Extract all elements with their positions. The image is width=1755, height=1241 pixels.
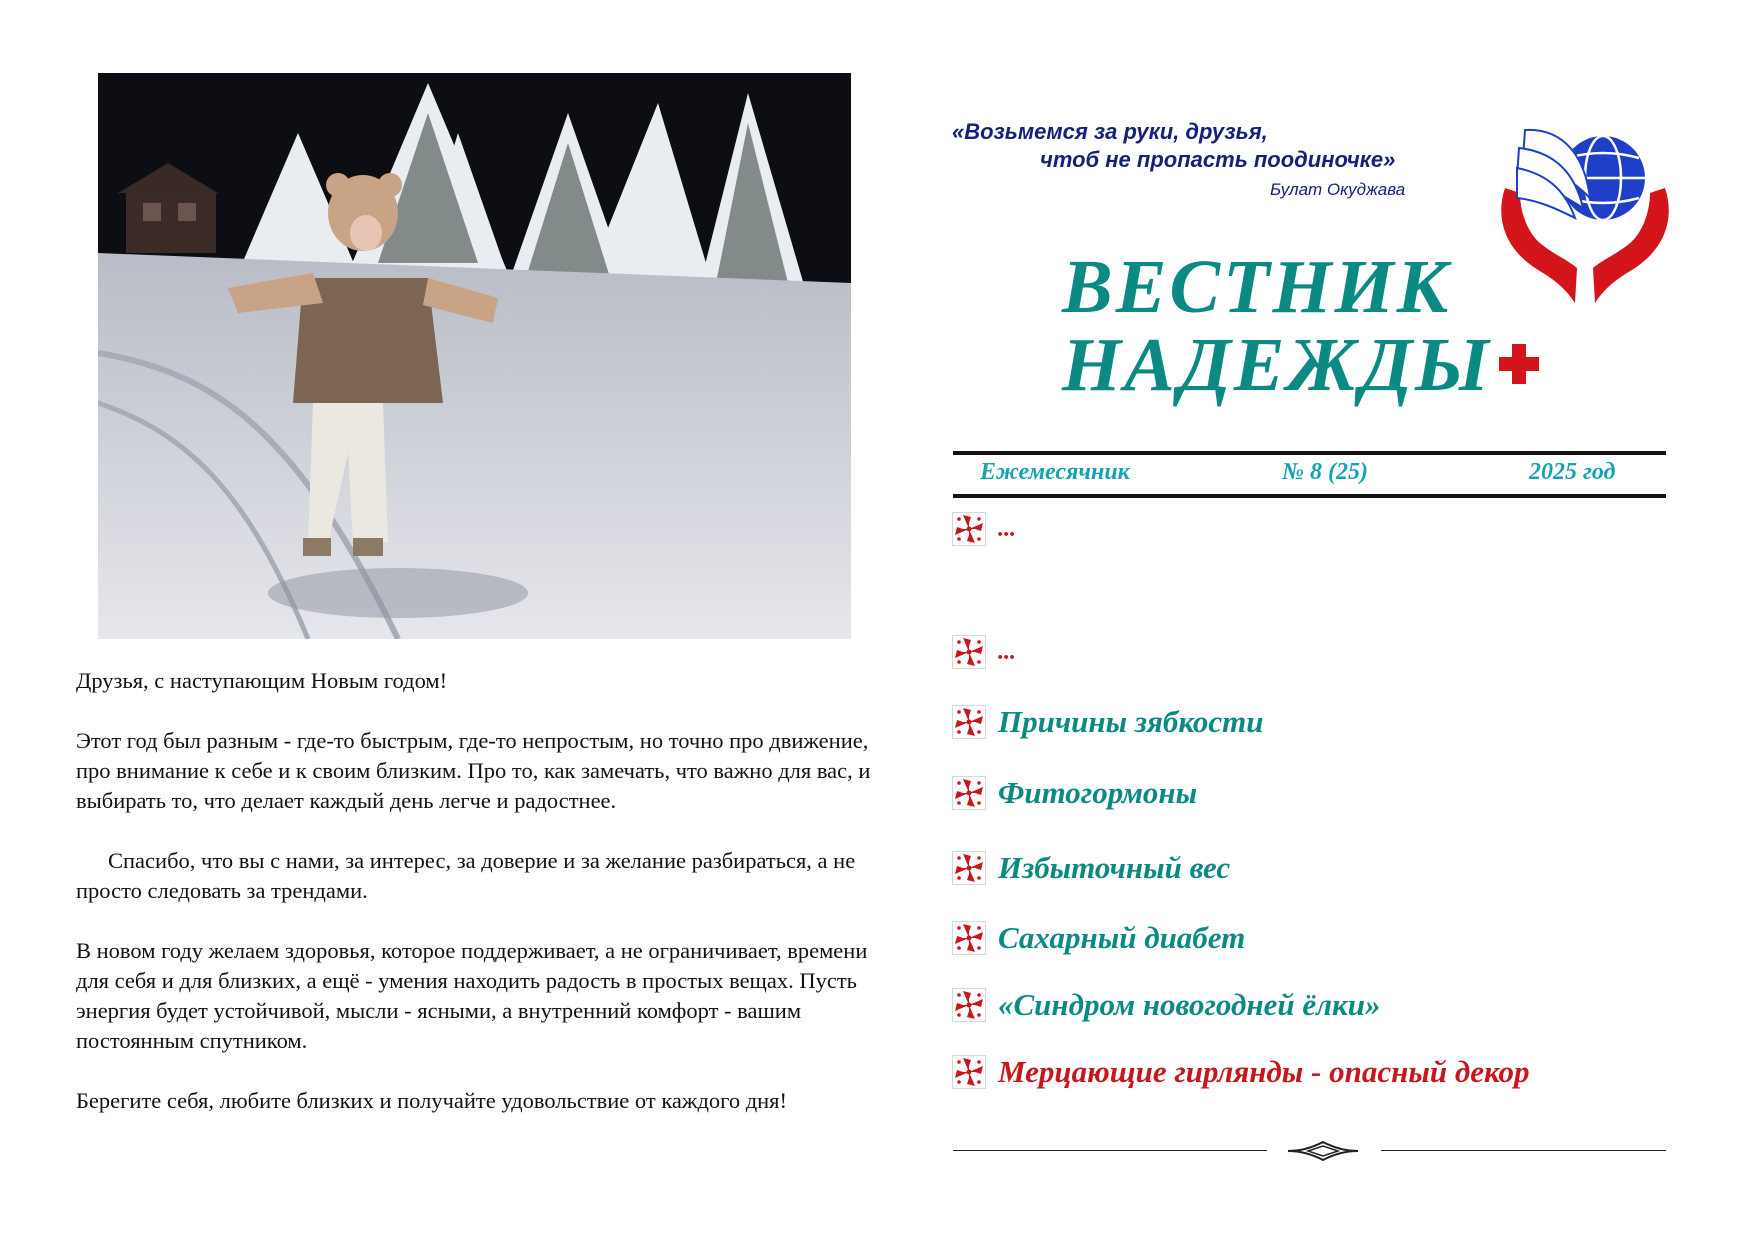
cover-photo bbox=[98, 73, 851, 639]
red-pinwheel-bullet-icon bbox=[952, 988, 986, 1022]
toc-item[interactable] bbox=[952, 773, 1197, 813]
toc-item[interactable] bbox=[952, 509, 1016, 549]
divider-left bbox=[953, 1150, 1267, 1151]
issue-year: 2025 год bbox=[1529, 459, 1616, 485]
toc-item-label: ... bbox=[998, 515, 1016, 542]
red-cross-icon bbox=[1497, 342, 1541, 386]
toc-item[interactable] bbox=[952, 1052, 1530, 1092]
title-line-2: НАДЕЖДЫ bbox=[1062, 323, 1492, 407]
red-pinwheel-bullet-icon bbox=[952, 512, 986, 546]
epigraph-line-1: «Возьмемся за руки, друзья, bbox=[952, 119, 1268, 144]
red-pinwheel-bullet-icon bbox=[952, 776, 986, 810]
letter-greeting: Друзья, с наступающим Новым годом! bbox=[76, 668, 448, 693]
frequency-label: Ежемесячник bbox=[980, 459, 1130, 485]
red-pinwheel-bullet-icon bbox=[952, 921, 986, 955]
toc-item-label: Причины зябкости bbox=[998, 704, 1264, 739]
letter-paragraph-1: Этот год был разным - где-то быстрым, где-то непростым, но точно про движение, про внимание к себе и к своим близким. Про то, как замечать, что важно для вас, и выбирать то, что делает каждый день легче и радостнее. bbox=[76, 728, 871, 813]
wing-globe-hands-logo bbox=[1495, 118, 1675, 303]
letter-paragraph-3: В новом году желаем здоровья, которое поддерживает, а не ограничивает, времени для себя и для близких, а ещё - умения находить радость в простых вещах. Пусть энергия будет устойчивой, мысли - ясными, а внутренний комфорт - вашим постоянным спутником. bbox=[76, 938, 868, 1053]
toc-item[interactable] bbox=[952, 632, 1016, 672]
divider-right bbox=[1381, 1150, 1666, 1151]
toc-item-label: Мерцающие гирлянды - опасный декор bbox=[998, 1054, 1530, 1089]
masthead-title bbox=[1062, 245, 1492, 407]
toc-item[interactable] bbox=[952, 848, 1230, 888]
masthead-rule-bottom bbox=[953, 494, 1666, 498]
epigraph-author: Булат Окуджава bbox=[1270, 180, 1406, 199]
toc-item-label: Сахарный диабет bbox=[998, 920, 1246, 955]
toc-item[interactable] bbox=[952, 985, 1380, 1025]
red-pinwheel-bullet-icon bbox=[952, 635, 986, 669]
toc-item[interactable] bbox=[952, 918, 1245, 958]
red-pinwheel-bullet-icon bbox=[952, 1055, 986, 1089]
epigraph bbox=[952, 118, 1472, 174]
toc-item-label: «Синдром новогодней ёлки» bbox=[998, 987, 1381, 1022]
masthead-rule-top bbox=[953, 451, 1666, 455]
toc-item-label: ... bbox=[998, 638, 1016, 665]
toc-item-label: Избыточный вес bbox=[998, 850, 1231, 885]
toc-item-label: Фитогормоны bbox=[998, 775, 1198, 810]
toc-item[interactable] bbox=[952, 702, 1264, 742]
red-pinwheel-bullet-icon bbox=[952, 705, 986, 739]
issue-number: № 8 (25) bbox=[1282, 459, 1368, 485]
letter-text bbox=[76, 666, 886, 1146]
letter-paragraph-2: Спасибо, что вы с нами, за интерес, за доверие и за желание разбираться, а не просто следовать за трендами. bbox=[76, 848, 856, 903]
diamond-ornament bbox=[1286, 1140, 1360, 1162]
title-line-1: ВЕСТНИК bbox=[1062, 245, 1452, 329]
letter-paragraph-4: Берегите себя, любите близких и получайте удовольствие от каждого дня! bbox=[76, 1088, 788, 1113]
epigraph-line-2: чтоб не пропасть поодиночке» bbox=[1040, 147, 1396, 172]
red-pinwheel-bullet-icon bbox=[952, 851, 986, 885]
